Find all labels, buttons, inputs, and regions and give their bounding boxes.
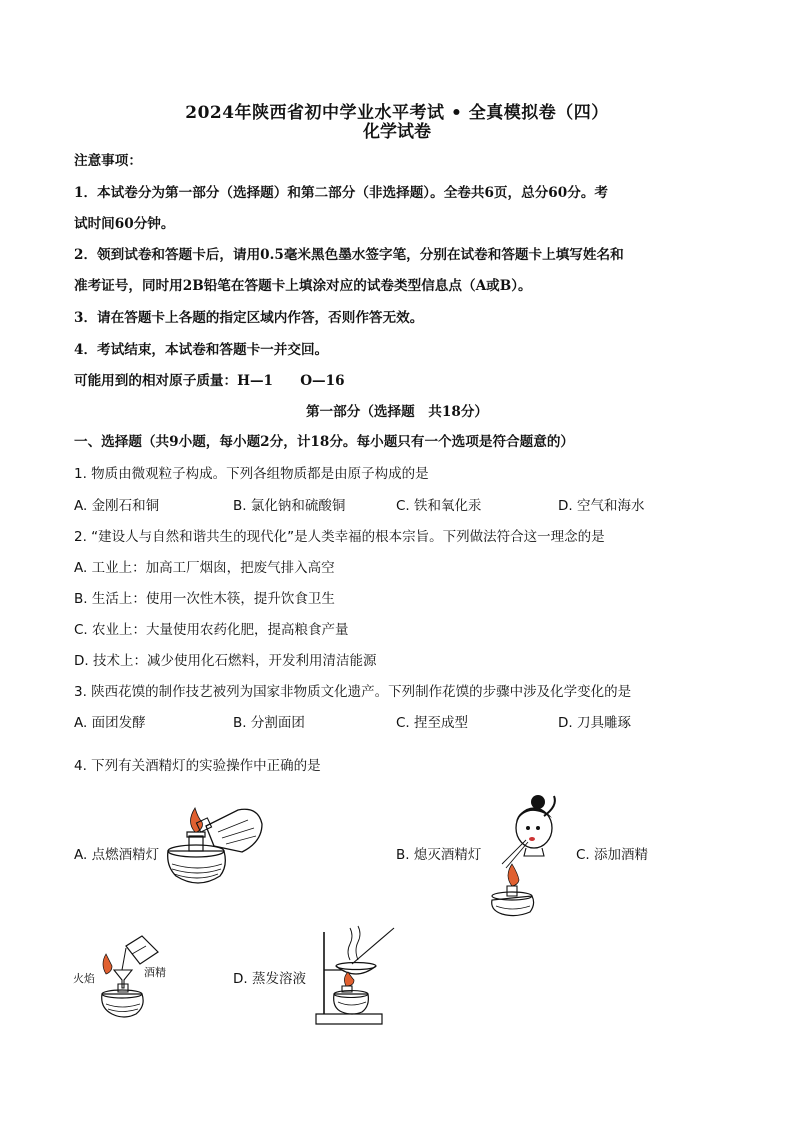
question-4-stem: 4. 下列有关酒精灯的实验操作中正确的是 (74, 758, 321, 774)
question-3-option-a: A. 面团发酵 (74, 715, 146, 731)
part-one-heading: 第一部分（选择题 共18分） (305, 404, 489, 420)
question-2-option-d: D. 技术上：减少使用化石燃料，开发利用清洁能源 (74, 653, 377, 669)
question-4-option-c-label: C. 添加酒精 (576, 847, 649, 863)
question-2-stem: 2. “建设人与自然和谐共生的现代化”是人类幸福的根本宗旨。下列做法符合这一理念的是 (74, 529, 605, 545)
question-4-option-b-label: B. 熄灭酒精灯 (396, 847, 482, 863)
question-4-option-d-label: D. 蒸发溶液 (233, 971, 306, 987)
question-1-option-c: C. 铁和氧化汞 (396, 498, 482, 514)
notes-heading: 注意事项： (74, 153, 142, 169)
question-2-option-b: B. 生活上：使用一次性木筷，提升饮食卫生 (74, 591, 335, 607)
label-flame: 火焰 (73, 972, 95, 985)
note-4: 4．考试结束，本试卷和答题卡一并交回。 (74, 342, 329, 358)
question-3-stem: 3. 陕西花馍的制作技艺被列为国家非物质文化遗产。下列制作花馍的步骤中涉及化学变化的是 (74, 684, 632, 700)
note-2-line-2: 准考证号，同时用2B铅笔在答题卡上填涂对应的试卷类型信息点（A或B）。 (74, 278, 532, 294)
question-3-option-b: B. 分割面团 (233, 715, 305, 731)
question-1-option-d: D. 空气和海水 (558, 498, 645, 514)
label-alcohol: 酒精 (144, 966, 166, 979)
note-2-line-1: 2．领到试卷和答题卡后，请用0.5毫米黑色墨水签字笔，分别在试卷和答题卡上填写姓名和 (74, 247, 624, 263)
blowing-lamp-illustration (488, 792, 578, 918)
exam-title: 2024年陕西省初中学业水平考试 • 全真模拟卷（四） (185, 103, 609, 123)
exam-subtitle: 化学试卷 (363, 122, 431, 142)
evaporation-setup-illustration (312, 924, 398, 1028)
question-4-option-a-label: A. 点燃酒精灯 (74, 847, 160, 863)
question-2-option-a: A. 工业上：加高工厂烟囱，把废气排入高空 (74, 560, 335, 576)
question-3-option-d: D. 刀具雕琢 (558, 715, 631, 731)
question-1-stem: 1. 物质由微观粒子构成。下列各组物质都是由原子构成的是 (74, 466, 429, 482)
note-1-line-1: 1．本试卷分为第一部分（选择题）和第二部分（非选择题）。全卷共6页，总分60分。考 (74, 185, 609, 201)
question-2-option-c: C. 农业上：大量使用农药化肥，提高粮食产量 (74, 622, 349, 638)
question-3-option-c: C. 捏至成型 (396, 715, 469, 731)
note-3: 3．请在答题卡上各题的指定区域内作答，否则作答无效。 (74, 310, 424, 326)
adding-alcohol-illustration (92, 934, 182, 1026)
atomic-mass-line: 可能用到的相对原子质量：H—1 O—16 (74, 373, 345, 389)
note-1-line-2: 试时间60分钟。 (74, 216, 175, 232)
lighting-lamp-illustration (158, 806, 268, 896)
question-1-option-b: B. 氯化钠和硫酸铜 (233, 498, 346, 514)
question-1-option-a: A. 金刚石和铜 (74, 498, 160, 514)
section-one-heading: 一、选择题（共9小题，每小题2分，计18分。每小题只有一个选项是符合题意的） (74, 434, 575, 450)
